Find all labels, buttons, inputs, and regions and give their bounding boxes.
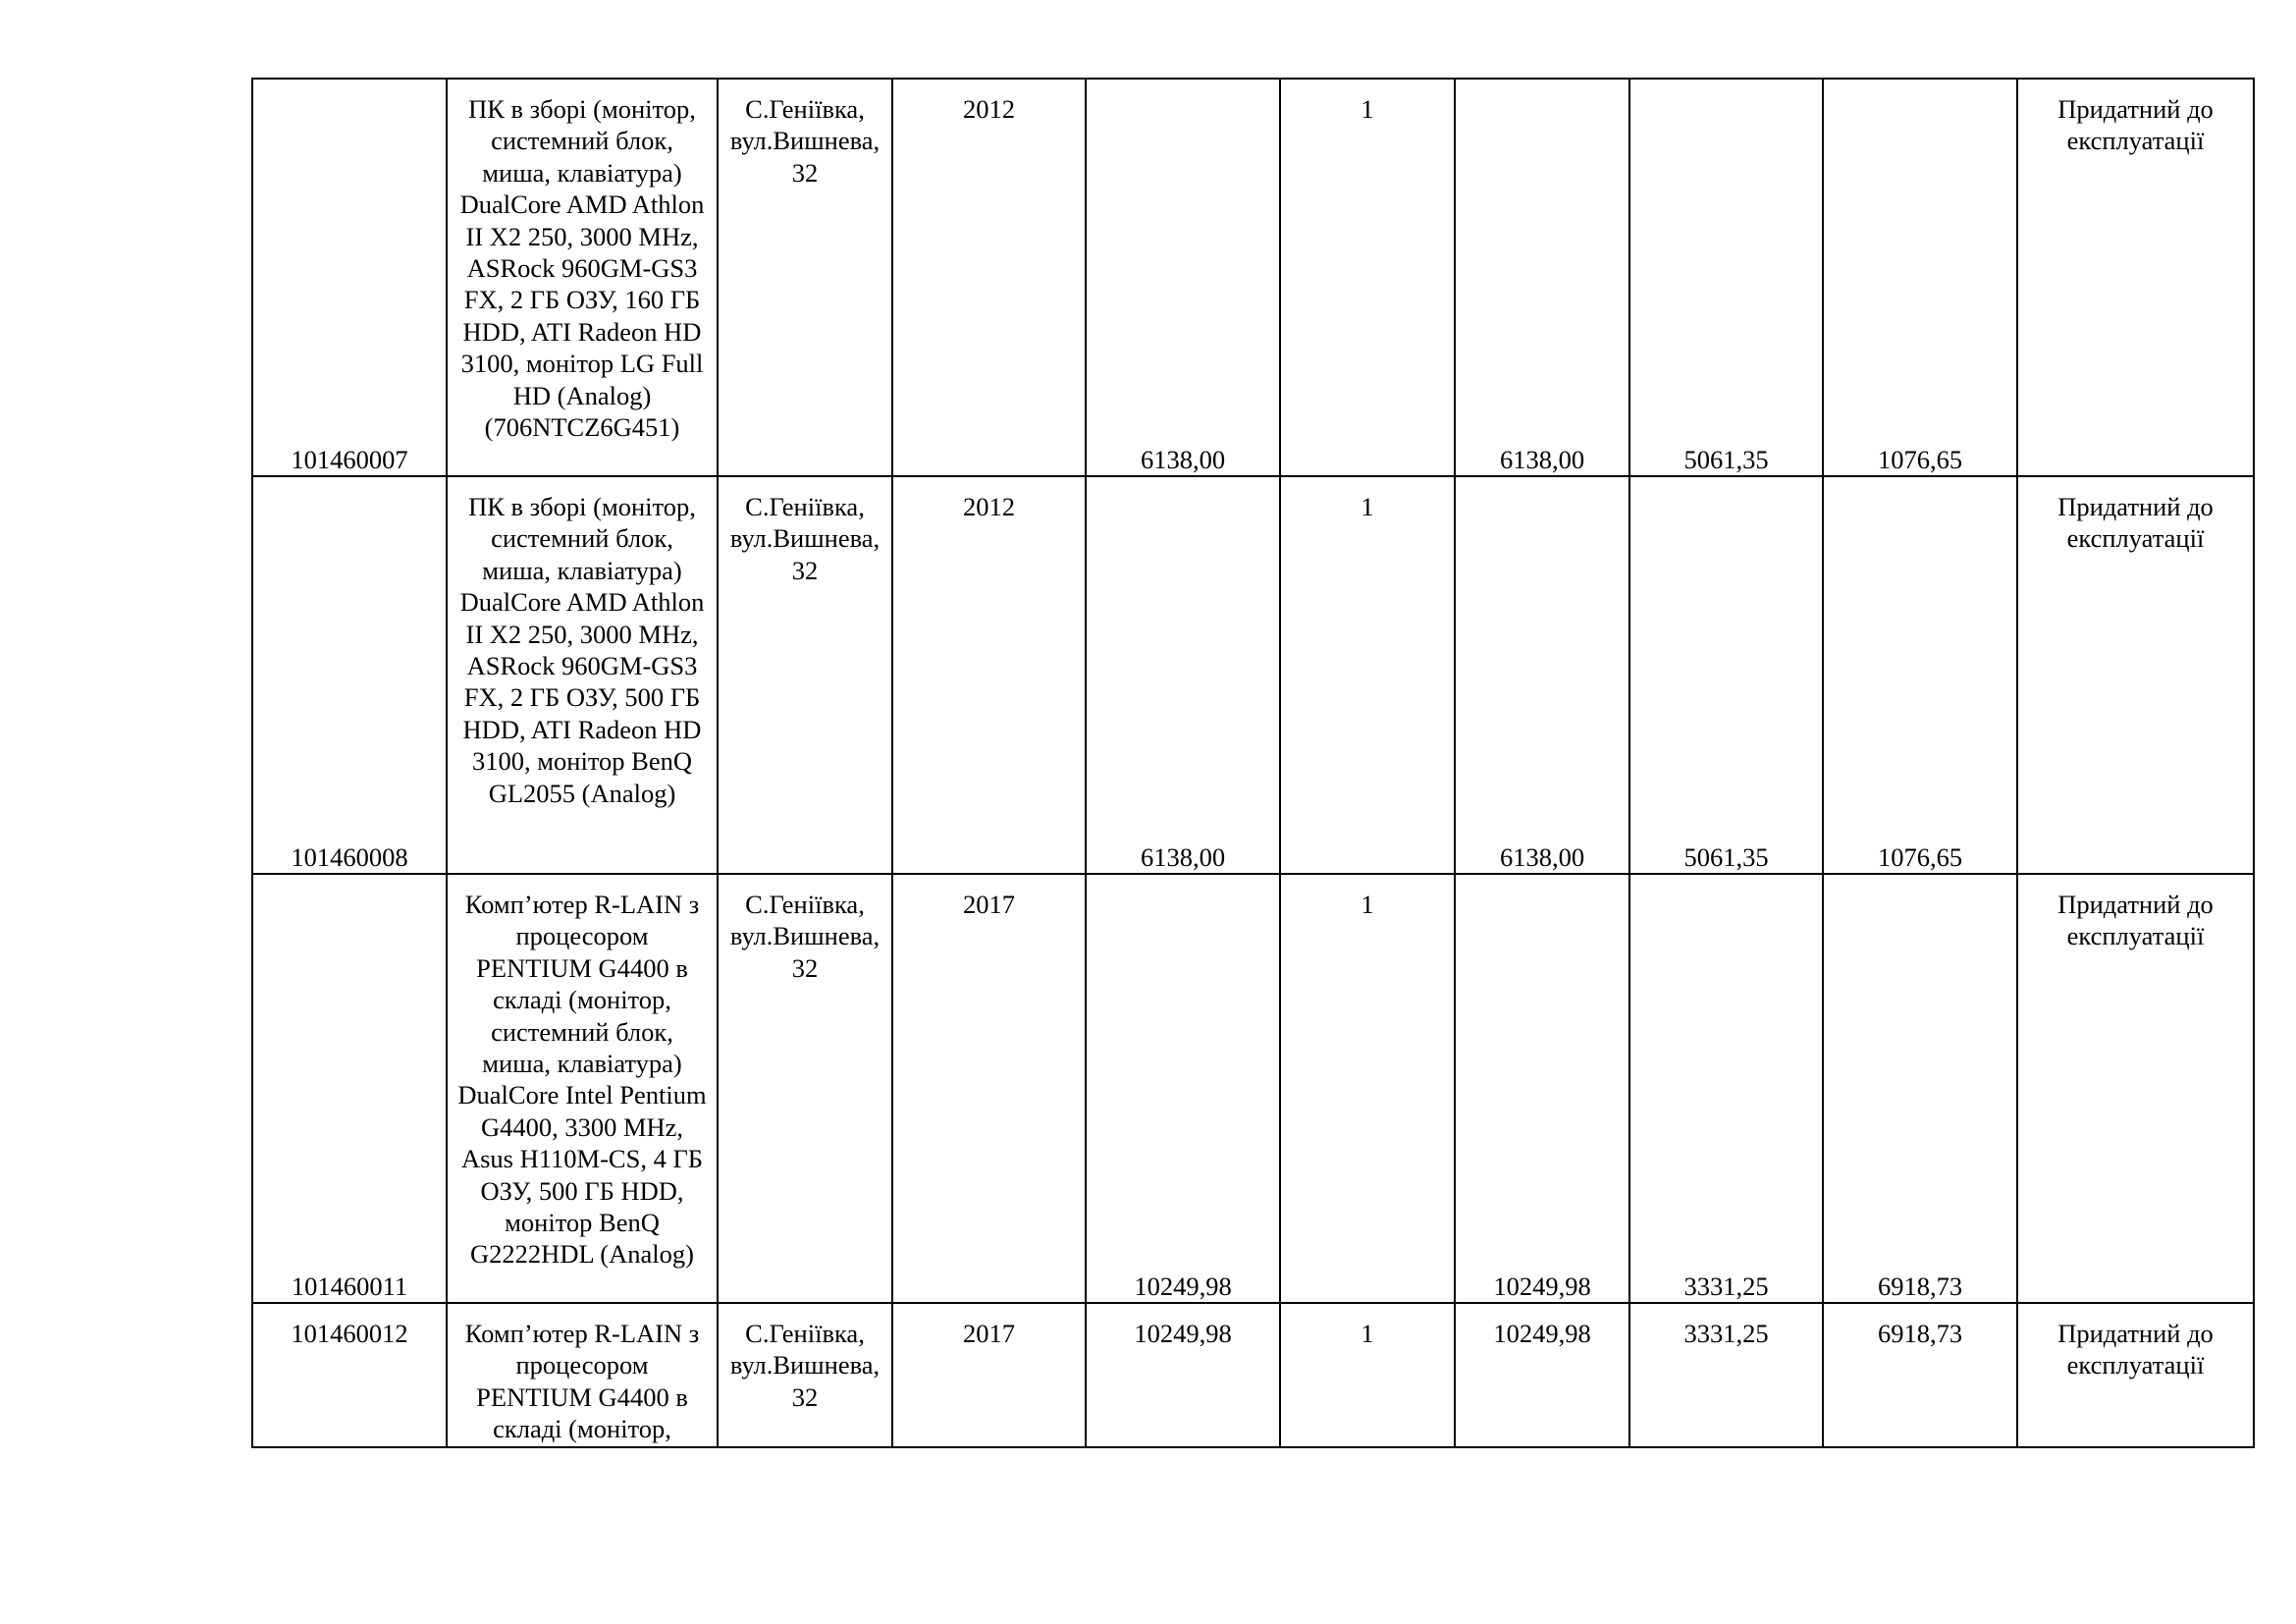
residual-value-cell: 1076,65 bbox=[1823, 476, 2017, 874]
price-cell: 6138,00 bbox=[1086, 79, 1280, 476]
quantity-cell: 1 bbox=[1280, 79, 1455, 476]
total-cell: 6138,00 bbox=[1455, 79, 1629, 476]
status-cell: Придатний до експлуатації bbox=[2017, 874, 2254, 1303]
inventory-number-cell: 101460007 bbox=[252, 79, 447, 476]
total-cell: 10249,98 bbox=[1455, 1303, 1629, 1447]
inventory-number-cell: 101460012 bbox=[252, 1303, 447, 1447]
residual-value-cell: 6918,73 bbox=[1823, 874, 2017, 1303]
item-name-cell: ПК в зборі (монітор, системний блок, миша, клавіатура) DualCore AMD Athlon II X2 250, 3000 MHz, ASRock 960GM-GS3 FX, 2 ГБ ОЗУ, 160 ГБ HDD, ATI Radeon HD 3100, монітор LG Full HD (Analog) (706NTCZ6G451) bbox=[447, 79, 718, 476]
year-cell: 2017 bbox=[892, 874, 1086, 1303]
residual-value-cell: 6918,73 bbox=[1823, 1303, 2017, 1447]
item-name-cell: ПК в зборі (монітор, системний блок, миша, клавіатура) DualCore AMD Athlon II X2 250, 3000 MHz, ASRock 960GM-GS3 FX, 2 ГБ ОЗУ, 500 ГБ HDD, ATI Radeon HD 3100, монітор BenQ GL2055 (Analog) bbox=[447, 476, 718, 874]
year-cell: 2012 bbox=[892, 79, 1086, 476]
inventory-number-cell: 101460008 bbox=[252, 476, 447, 874]
price-cell: 10249,98 bbox=[1086, 874, 1280, 1303]
status-cell: Придатний до експлуатації bbox=[2017, 476, 2254, 874]
year-cell: 2017 bbox=[892, 1303, 1086, 1447]
depreciation-cell: 5061,35 bbox=[1629, 79, 1823, 476]
depreciation-cell: 5061,35 bbox=[1629, 476, 1823, 874]
table-row bbox=[252, 874, 2254, 1303]
residual-value-cell: 1076,65 bbox=[1823, 79, 2017, 476]
price-cell: 6138,00 bbox=[1086, 476, 1280, 874]
address-cell: С.Геніївка, вул.Вишнева,32 bbox=[718, 1303, 892, 1447]
table-row bbox=[252, 79, 2254, 476]
total-cell: 6138,00 bbox=[1455, 476, 1629, 874]
quantity-cell: 1 bbox=[1280, 1303, 1455, 1447]
table-row bbox=[252, 1303, 2254, 1447]
total-cell: 10249,98 bbox=[1455, 874, 1629, 1303]
quantity-cell: 1 bbox=[1280, 874, 1455, 1303]
depreciation-cell: 3331,25 bbox=[1629, 1303, 1823, 1447]
status-cell: Придатний до експлуатації bbox=[2017, 1303, 2254, 1447]
table-row bbox=[252, 476, 2254, 874]
status-cell: Придатний до експлуатації bbox=[2017, 79, 2254, 476]
inventory-table bbox=[251, 78, 2255, 1448]
address-cell: С.Геніївка, вул.Вишнева,32 bbox=[718, 874, 892, 1303]
item-name-cell: Комп’ютер R-LAIN з процесором PENTIUM G4400 в складі (монітор, системний блок, миша, клавіатура) DualCore Intel Pentium G4400, 3300 MHz, Asus H110M-CS, 4 ГБ ОЗУ, 500 ГБ HDD, монітор BenQ G2222HDL (Analog) bbox=[447, 874, 718, 1303]
depreciation-cell: 3331,25 bbox=[1629, 874, 1823, 1303]
price-cell: 10249,98 bbox=[1086, 1303, 1280, 1447]
address-cell: С.Геніївка, вул.Вишнева,32 bbox=[718, 476, 892, 874]
quantity-cell: 1 bbox=[1280, 476, 1455, 874]
year-cell: 2012 bbox=[892, 476, 1086, 874]
inventory-number-cell: 101460011 bbox=[252, 874, 447, 1303]
item-name-cell: Комп’ютер R-LAIN з процесором PENTIUM G4400 в складі (монітор, bbox=[447, 1303, 718, 1447]
inventory-sheet bbox=[251, 78, 2255, 1448]
address-cell: С.Геніївка, вул.Вишнева,32 bbox=[718, 79, 892, 476]
